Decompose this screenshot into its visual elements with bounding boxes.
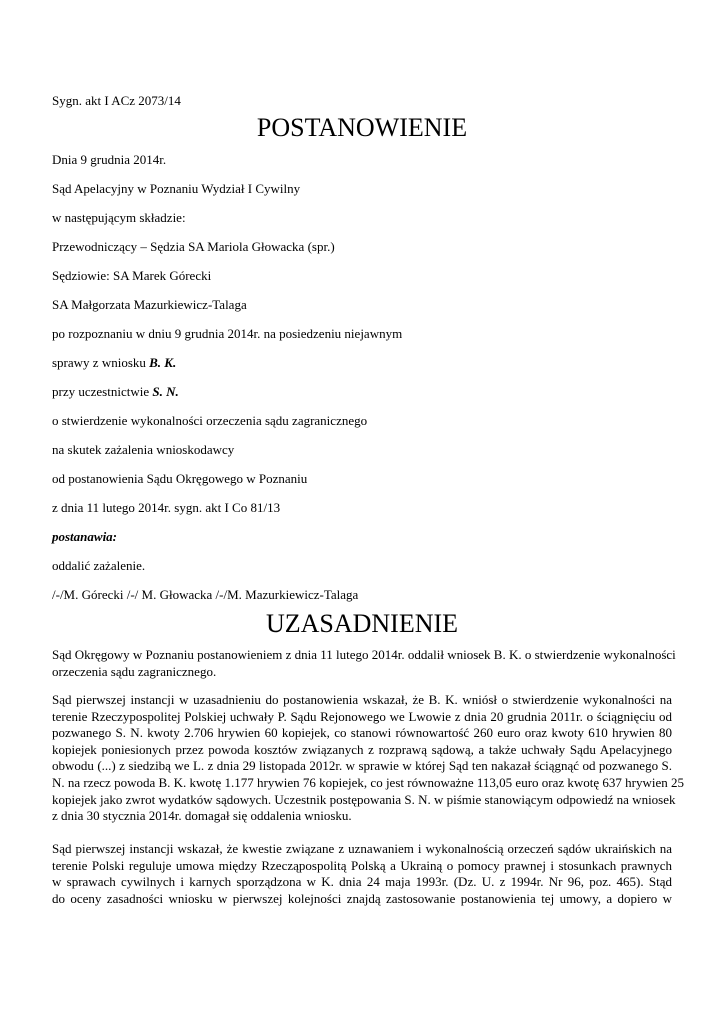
justification-paragraph-3 — [52, 841, 672, 907]
paragraph-line: Sąd Okręgowy w Poznaniu postanowieniem z dnia 11 lutego 2014r. oddalił wniosek B. K. o stwierdzenie wykonalności — [52, 647, 676, 662]
case-applicant-line — [52, 355, 176, 371]
participant-name: S. N. — [152, 384, 179, 399]
participant-prefix: przy uczestnictwie — [52, 384, 153, 399]
justification-title: UZASADNIENIE — [265, 609, 459, 638]
paragraph-line: terenie Polski reguluje umowa między Rzecząpospolitą Polską a Ukrainą o pomocy prawnej i stosunkach prawnych — [52, 857, 672, 873]
from-decision-line: od postanowienia Sądu Okręgowego w Poznaniu — [52, 471, 308, 486]
paragraph-line: terenie Rzeczypospolitej Polskiej uchwały P. Sądu Rejonowego we Lwowie z dnia 20 grudnia 2011r. o ściągnięciu od — [52, 708, 672, 724]
paragraph-line: obwodu (...) z siedzibą we L. z dnia 29 listopada 2012r. w sprawie w której Sąd ten nakazał ściągnąć od pozwanego S. — [52, 758, 672, 774]
composition-intro: w następującym składzie: — [52, 210, 186, 225]
paragraph-line: Sąd pierwszej instancji w uzasadnieniu do postanowienia wskazał, że B. K. wniósł o stwierdzenie wykonalności na — [52, 692, 672, 707]
paragraph-line: kopiejek poniesionych przez powoda kosztów związanych z rozprawą sądową, a także uchwały Sądu Apelacyjnego — [52, 741, 672, 757]
justification-paragraph-1 — [52, 647, 676, 680]
judges-line-2: SA Małgorzata Mazurkiewicz-Talaga — [52, 297, 247, 312]
court-name: Sąd Apelacyjny w Poznaniu Wydział I Cywilny — [52, 181, 301, 196]
paragraph-line: Sąd pierwszej instancji wskazał, że kwestie związane z uznawaniem i wykonalnością orzeczeń sądów ukraińskich na — [52, 841, 672, 856]
paragraph-line: do oceny zasadności wniosku w pierwszej kolejności znajdą zastosowanie postanowienia tej umowy, a dopiero w — [52, 890, 672, 906]
case-prefix: sprawy z wniosku — [52, 355, 150, 370]
paragraph-line: orzeczenia sądu zagranicznego. — [52, 663, 217, 679]
ruling-text: oddalić zażalenie. — [52, 558, 146, 573]
paragraph-line: z dnia 30 stycznia 2014r. domagał się oddalenia wniosku. — [52, 808, 352, 824]
paragraph-line: w sprawach cywilnych i karnych sporządzona w K. dnia 24 maja 1993r. (Dz. U. z 1994r. Nr 96, poz. 465). Stąd — [52, 874, 672, 890]
paragraph-line: kopiejek jako zwrot wydatków sądowych. Uczestnik postępowania S. N. w piśmie stanowiącym odpowiedź na wniosek — [52, 791, 676, 807]
decision-date: Dnia 9 grudnia 2014r. — [52, 152, 167, 167]
applicant-name: B. K. — [149, 355, 177, 370]
appeal-line: na skutek zażalenia wnioskodawcy — [52, 442, 235, 457]
paragraph-line: N. na rzecz powoda B. K. kwotę 1.177 hrywien 76 kopiejek, co jest równoważne 113,05 euro oraz kwotę 637 hrywien 25 — [52, 774, 685, 790]
paragraph-line: pozwanego S. N. kwoty 2.706 hrywien 60 kopiejek, co stanowi równowartość 260 euro oraz kwoty 610 hrywien 80 — [52, 725, 672, 741]
subject-line: o stwierdzenie wykonalności orzeczenia sądu zagranicznego — [52, 413, 368, 428]
hearing-line: po rozpoznaniu w dniu 9 grudnia 2014r. na posiedzeniu niejawnym — [52, 326, 403, 341]
presiding-judge: Przewodniczący – Sędzia SA Mariola Głowacka (spr.) — [52, 239, 335, 254]
decides-label: postanawia: — [52, 529, 118, 544]
justification-paragraph-2 — [52, 692, 685, 825]
document-title: POSTANOWIENIE — [256, 113, 468, 142]
signatures-line: /-/M. Górecki /-/ M. Głowacka /-/M. Mazurkiewicz-Talaga — [52, 587, 359, 602]
participant-line — [52, 384, 179, 400]
decision-date-line: z dnia 11 lutego 2014r. sygn. akt I Co 81/13 — [52, 500, 281, 515]
case-signature: Sygn. akt I ACz 2073/14 — [52, 93, 181, 108]
judges-line-1: Sędziowie: SA Marek Górecki — [52, 268, 212, 283]
